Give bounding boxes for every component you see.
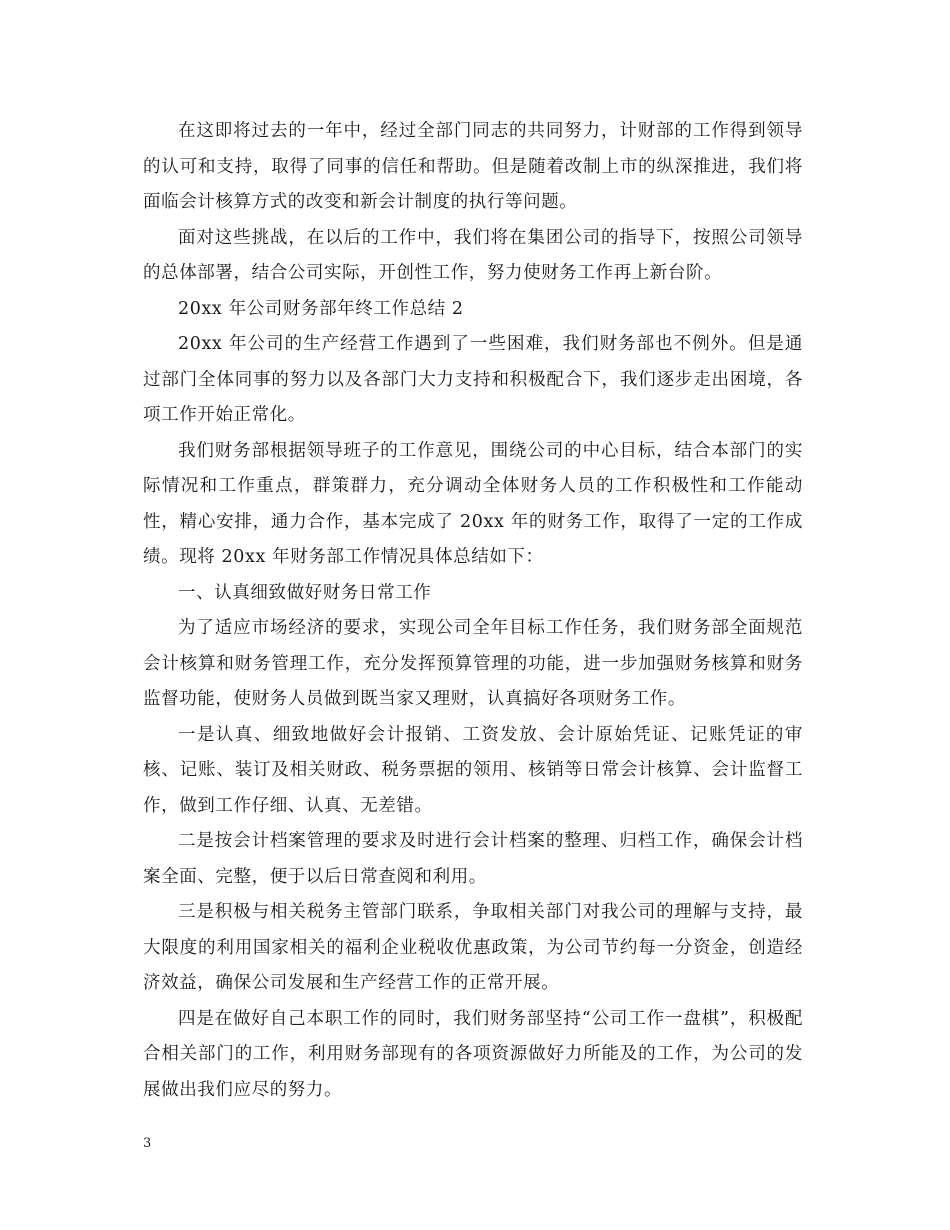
section-heading-daily-work: 一、认真细致做好财务日常工作 <box>178 582 432 603</box>
paragraph-challenges: 面对这些挑战，在以后的工作中，我们将在集团公司的指导下，按照公司领导的总体部署，结合公司实际，开创性工作，努力使财务工作再上新台阶。 <box>143 227 803 283</box>
section-heading-summary-2: 20xx 年公司财务部年终工作总结 2 <box>178 298 464 319</box>
paragraph-intro: 在这即将过去的一年中，经过全部门同志的共同努力，计财部的工作得到领导的认可和支持，取得了同事的信任和帮助。但是随着改制上市的纵深推进，我们将面临会计核算方式的改变和新会计制度的执行等问题。 <box>143 121 803 212</box>
paragraph-item-four: 四是在做好自己本职工作的同时，我们财务部坚持“公司工作一盘棋”，积极配合相关部门的工作，利用财务部现有的各项资源做好力所能及的工作，为公司的发展做出我们应尽的努力。 <box>143 1008 803 1100</box>
paragraph-difficulties: 20xx 年公司的生产经营工作遇到了一些困难，我们财务部也不例外。但是通过部门全体同事的努力以及各部门大力支持和积极配合下，我们逐步走出困境，各项工作开始正常化。 <box>143 334 803 425</box>
page-number: 3 <box>143 1136 152 1151</box>
document-body <box>143 114 803 1108</box>
paragraph-overview: 我们财务部根据领导班子的工作意见，围绕公司的中心目标，结合本部门的实际情况和工作重点，群策群力，充分调动全体财务人员的工作积极性和工作能动性，精心安排，通力合作，基本完成了 20xx 年的财务工作，取得了一定的工作成绩。现将 20xx 年财务部工作情况具体总结如下： <box>143 440 803 567</box>
paragraph-item-three: 三是积极与相关税务主管部门联系，争取相关部门对我公司的理解与支持，最大限度的利用国家相关的福利企业税收优惠政策，为公司节约每一分资金，创造经济效益，确保公司发展和生产经营工作的正常开展。 <box>143 902 803 993</box>
paragraph-market-requirements: 为了适应市场经济的要求，实现公司全年目标工作任务，我们财务部全面规范会计核算和财务管理工作，充分发挥预算管理的功能，进一步加强财务核算和财务监督功能，使财务人员做到既当家又理财，认真搞好各项财务工作。 <box>143 618 803 709</box>
paragraph-item-one: 一是认真、细致地做好会计报销、工资发放、会计原始凭证、记账凭证的审核、记账、装订及相关财政、税务票据的领用、核销等日常会计核算、会计监督工作，做到工作仔细、认真、无差错。 <box>143 724 803 816</box>
paragraph-item-two: 二是按会计档案管理的要求及时进行会计档案的整理、归档工作，确保会计档案全面、完整，便于以后日常查阅和利用。 <box>143 831 803 887</box>
